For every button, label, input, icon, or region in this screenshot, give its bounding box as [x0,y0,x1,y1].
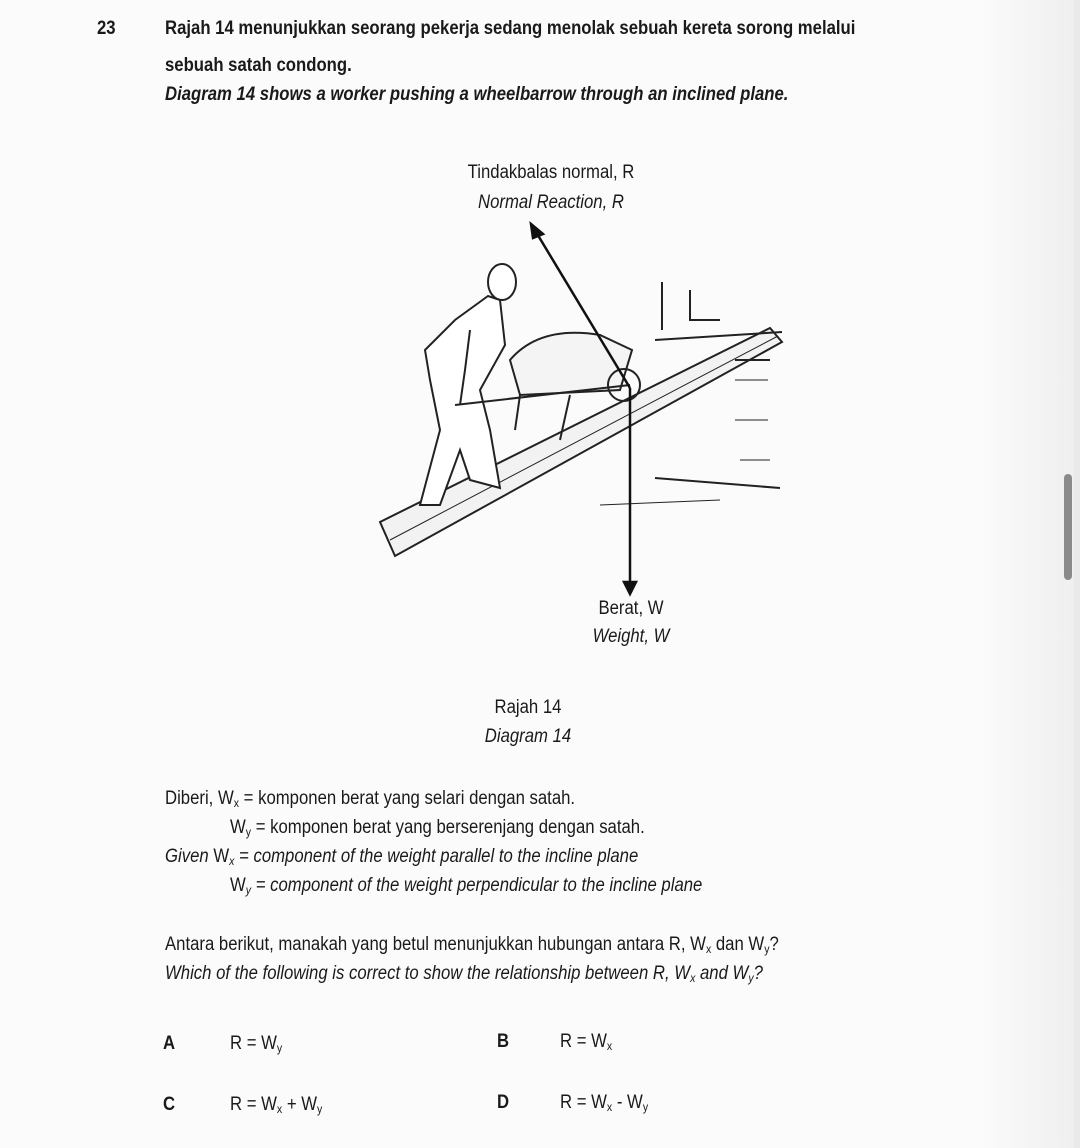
normal-reaction-label-english: Normal Reaction, R [478,192,624,213]
option-formula: $R = W_x + W_y$ [230,1094,323,1116]
option-letter: C [163,1094,176,1115]
weight-label-malay: Berat, W [598,598,664,619]
option-formula: $R = W_x$ [560,1031,613,1053]
prompt-english: Which of the following is correct to show the relationship between R, $W_x$ and $W_y$? [165,963,763,985]
question-english: Diagram 14 shows a worker pushing a wheelbarrow through an inclined plane. [165,84,789,105]
caption-malay: Rajah 14 [494,697,562,718]
question-number: 23 [97,18,116,39]
option-letter: D [497,1092,510,1113]
option-formula: $R = W_y$ [230,1033,283,1055]
normal-reaction-label-malay: Tindakbalas normal, R [467,162,635,183]
caption-english: Diagram 14 [484,726,572,747]
given-wx-english: Given $W_x$ = component of the weight parallel to the incline plane [165,846,639,868]
option-formula: $R = W_x - W_y$ [560,1092,649,1114]
prompt-malay: Antara berikut, manakah yang betul menunjukkan hubungan antara R, $W_x$ dan $W_y$? [165,934,779,956]
question-malay-line2: sebuah satah condong. [165,55,352,76]
given-wy-malay: $W_y$ = komponen berat yang berserenjang dengan satah. [230,817,645,839]
given-wy-english: $W_y$ = component of the weight perpendicular to the incline plane [230,875,703,897]
option-letter: B [497,1031,510,1052]
question-malay-line1: Rajah 14 menunjukkan seorang pekerja sedang menolak sebuah kereta sorong melalui [165,18,856,39]
given-wx-malay: Diberi, $W_x$ = komponen berat yang selari dengan satah. [165,788,576,810]
option-letter: A [163,1033,176,1054]
weight-label-english: Weight, W [592,626,670,647]
wall-structure [600,282,782,505]
